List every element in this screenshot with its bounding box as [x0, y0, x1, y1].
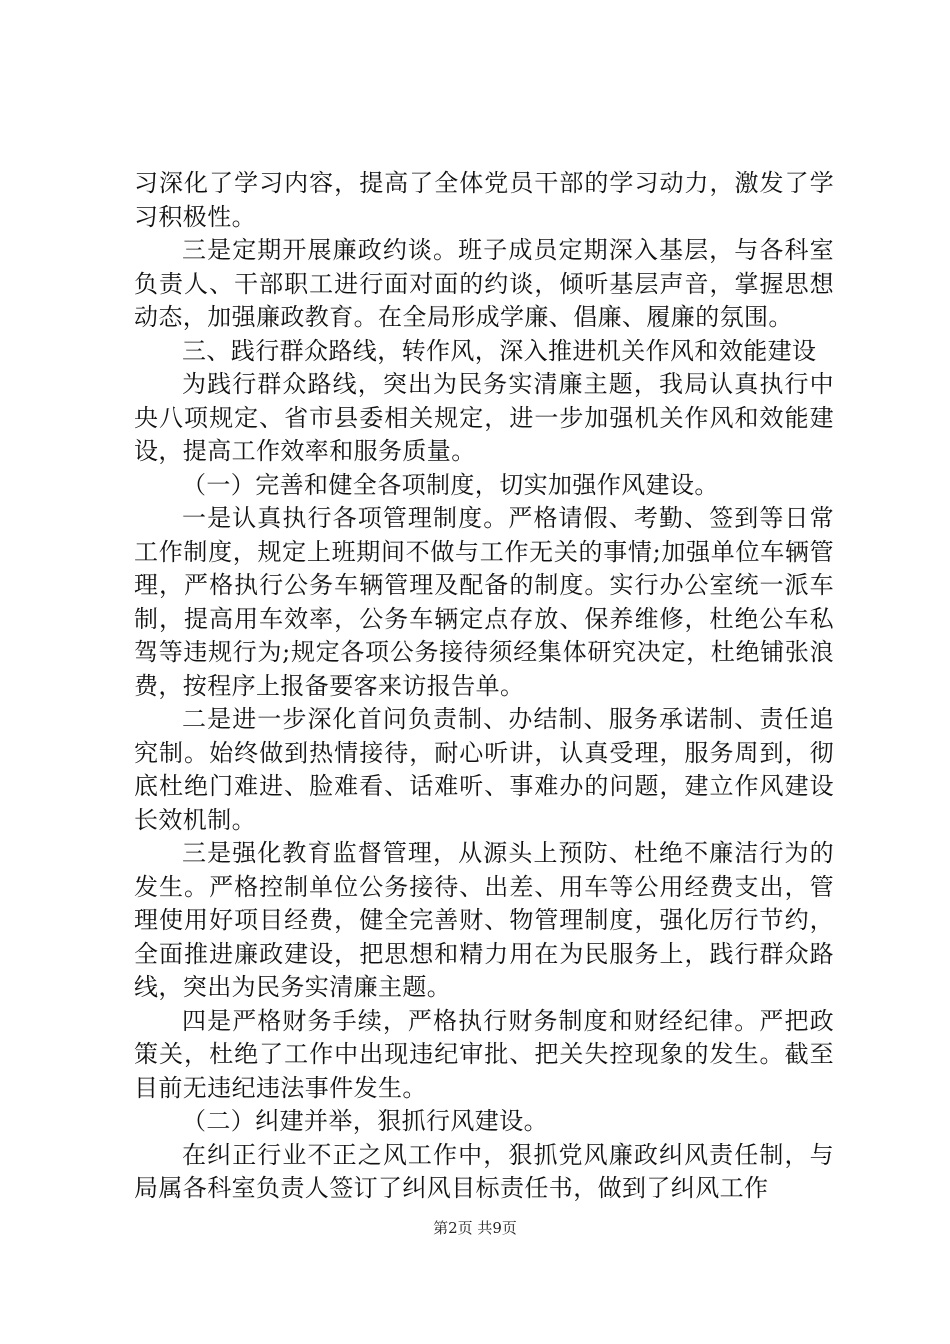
subsection-heading: （二）纠建并举，狠抓行风建设。 — [182, 1107, 548, 1135]
page-number: 第2页 共9页 — [433, 1219, 517, 1237]
page-footer — [0, 1218, 950, 1238]
paragraph: 为践行群众路线，突出为民务实清廉主题，我局认真执行中央八项规定、省市县委相关规定，进一步加强机关作风和效能建设，提高工作效率和服务质量。 — [134, 370, 834, 465]
paragraph: 在纠正行业不正之风工作中，狠抓党风廉政纠风责任制，与局属各科室负责人签订了纠风目标责任书，做到了纠风工作 — [134, 1140, 834, 1202]
paragraph: 三是强化教育监督管理，从源头上预防、杜绝不廉洁行为的发生。严格控制单位公务接待、出差、用车等公用经费支出，管理使用好项目经费，健全完善财、物管理制度，强化厉行节约，全面推进廉政建设，把思想和精力用在为民服务上，践行群众路线，突出为民务实清廉主题。 — [134, 839, 834, 1001]
body-text — [134, 167, 834, 1206]
section-heading: 三、践行群众路线，转作风，深入推进机关作风和效能建设 — [182, 336, 817, 365]
subsection-heading: （一）完善和健全各项制度，切实加强作风建设。 — [182, 470, 719, 499]
paragraph: 二是进一步深化首问负责制、办结制、服务承诺制、责任追究制。始终做到热情接待，耐心听讲，认真受理，服务周到，彻底杜绝门难进、脸难看、话难听、事难办的问题，建立作风建设长效机制。 — [134, 705, 834, 834]
paragraph: 四是严格财务手续，严格执行财务制度和财经纪律。严把政策关，杜绝了工作中出现违纪审批、把关失控现象的发生。截至目前无违纪违法事件发生。 — [134, 1006, 834, 1102]
paragraph-continuation: 习深化了学习内容，提高了全体党员干部的学习动力，激发了学习积极性。 — [134, 169, 834, 231]
paragraph: 一是认真执行各项管理制度。严格请假、考勤、签到等日常工作制度，规定上班期间不做与工作无关的事情;加强单位车辆管理，严格执行公务车辆管理及配备的制度。实行办公室统一派车制，提高用车效率，公务车辆定点存放、保养维修，杜绝公车私驾等违规行为;规定各项公务接待须经集体研究决定，杜绝铺张浪费，按程序上报备要客来访报告单。 — [134, 504, 834, 700]
paragraph: 三是定期开展廉政约谈。班子成员定期深入基层，与各科室负责人、干部职工进行面对面的约谈，倾听基层声音，掌握思想动态，加强廉政教育。在全局形成学廉、倡廉、履廉的氛围。 — [134, 236, 834, 331]
